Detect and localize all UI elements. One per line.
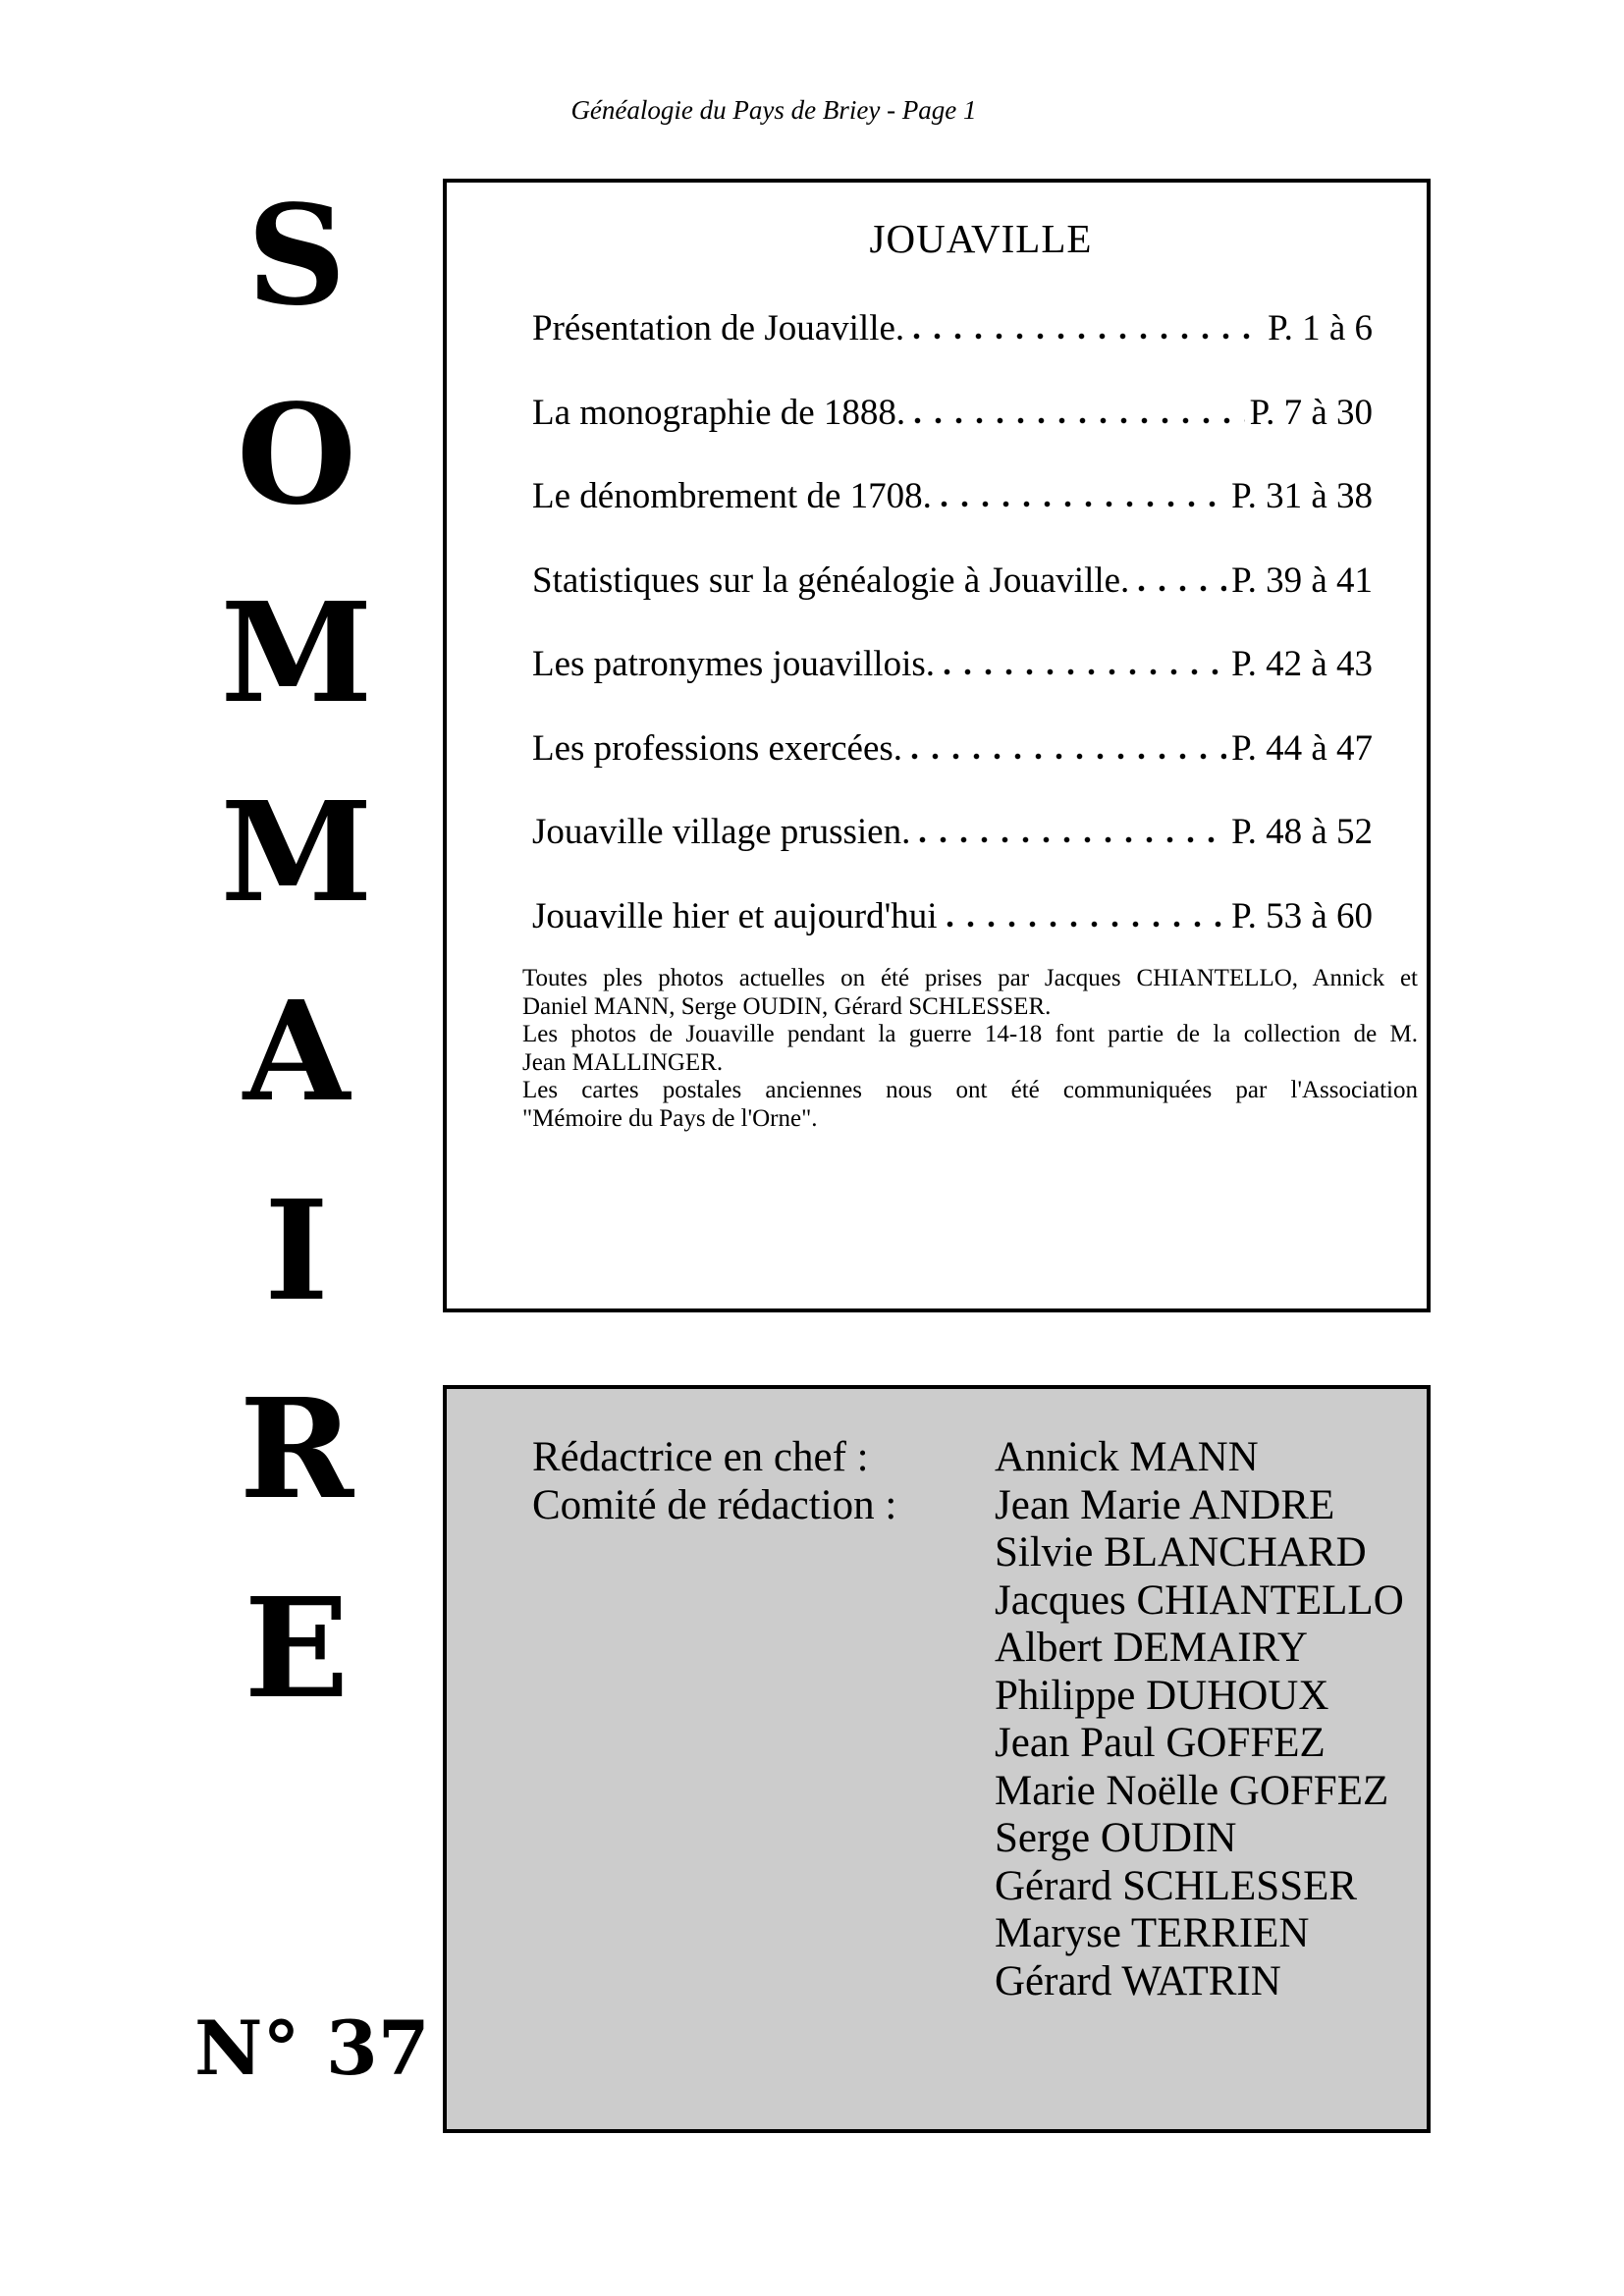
sommaire-letter: M xyxy=(220,573,373,735)
committee-member: Jean Paul GOFFEZ xyxy=(995,1720,1326,1766)
note-line: Jean MALLINGER. xyxy=(522,1048,724,1076)
toc-list xyxy=(532,307,1373,979)
dot-leader xyxy=(944,668,1226,675)
committee-member: Gérard SCHLESSER xyxy=(995,1862,1358,1909)
toc-row xyxy=(532,392,1373,476)
sommaire-letter: A xyxy=(243,971,351,1133)
toc-row xyxy=(532,560,1373,644)
sommaire-vertical-title xyxy=(220,176,373,1730)
dot-leader xyxy=(947,921,1227,928)
toc-item-pages: P. 31 à 38 xyxy=(1231,476,1373,516)
toc-item-label: Jouaville hier et aujourd'hui xyxy=(532,895,938,936)
dot-leader xyxy=(914,417,1244,424)
toc-box xyxy=(443,179,1431,1312)
editor-label: Rédactrice en chef : xyxy=(532,1434,869,1480)
toc-item-pages: P. 44 à 47 xyxy=(1231,727,1373,769)
toc-item-label: Présentation de Jouaville. xyxy=(532,308,905,348)
toc-item-pages: P. 7 à 30 xyxy=(1249,392,1373,433)
note-line: Les photos de Jouaville pendant la guerre 14-18 font partie de la collection de M. xyxy=(522,1021,1418,1047)
note-line: Daniel MANN, Serge OUDIN, Gérard SCHLESSER. xyxy=(522,992,1052,1020)
committee-member: Jean Marie ANDRE xyxy=(995,1481,1335,1528)
toc-item-label: Les professions exercées. xyxy=(532,727,903,769)
dot-leader xyxy=(919,836,1226,843)
sommaire-letter: I xyxy=(264,1170,329,1332)
committee-member: Serge OUDIN xyxy=(995,1815,1237,1861)
toc-item-label: La monographie de 1888. xyxy=(532,392,906,433)
page-header: Généalogie du Pays de Briey - Page 1 xyxy=(570,95,977,125)
sommaire-letter: R xyxy=(239,1369,354,1531)
sommaire-letter: E xyxy=(244,1568,350,1730)
committee-member: Albert DEMAIRY xyxy=(995,1625,1308,1671)
committee-list xyxy=(995,1482,1404,2006)
note-line: Toutes ples photos actuelles on été prises par Jacques CHIANTELLO, Annick et xyxy=(522,965,1418,991)
toc-row xyxy=(532,811,1373,895)
committee-member: Marie Noëlle GOFFEZ xyxy=(995,1767,1389,1814)
credits-box xyxy=(443,1385,1431,2133)
issue-number: N° 37 xyxy=(194,2004,430,2092)
toc-item-label: Les patronymes jouavillois. xyxy=(532,644,936,684)
sommaire-letter: O xyxy=(237,374,356,536)
committee-member: Gérard WATRIN xyxy=(995,1957,1281,2004)
note-line: "Mémoire du Pays de l'Orne". xyxy=(522,1104,818,1132)
committee-member: Silvie BLANCHARD xyxy=(995,1529,1367,1575)
dot-leader xyxy=(941,501,1226,507)
dot-leader xyxy=(911,753,1226,760)
toc-item-label: Statistiques sur la généalogie à Jouaville. xyxy=(532,560,1130,601)
credits-labels xyxy=(532,1434,896,1529)
toc-row xyxy=(532,475,1373,560)
sommaire-letter: S xyxy=(246,176,347,337)
sommaire-letter: M xyxy=(220,773,373,934)
toc-item-pages: P. 48 à 52 xyxy=(1231,812,1373,852)
note-line: Les cartes postales anciennes nous ont été communiquées par l'Association xyxy=(522,1077,1418,1103)
committee-member: Jacques CHIANTELLO xyxy=(995,1576,1404,1624)
credits-names xyxy=(995,1434,1404,2005)
committee-label: Comité de rédaction : xyxy=(532,1481,897,1528)
committee-member: Philippe DUHOUX xyxy=(995,1672,1329,1719)
photo-credits-note xyxy=(522,965,1418,1133)
toc-row xyxy=(532,307,1373,392)
dot-leader xyxy=(1138,585,1226,592)
toc-title: JOUAVILLE xyxy=(869,216,1093,261)
toc-item-pages: P. 39 à 41 xyxy=(1231,560,1373,601)
committee-member: Maryse TERRIEN xyxy=(995,1910,1310,1956)
dot-leader xyxy=(913,333,1263,340)
toc-item-pages: P. 1 à 6 xyxy=(1268,308,1373,348)
toc-row xyxy=(532,643,1373,727)
toc-item-label: Jouaville village prussien. xyxy=(532,812,911,852)
toc-item-label: Le dénombrement de 1708. xyxy=(532,476,932,516)
toc-item-pages: P. 42 à 43 xyxy=(1231,644,1373,684)
toc-item-pages: P. 53 à 60 xyxy=(1231,895,1373,936)
editor-name: Annick MANN xyxy=(995,1434,1259,1480)
toc-row xyxy=(532,727,1373,812)
